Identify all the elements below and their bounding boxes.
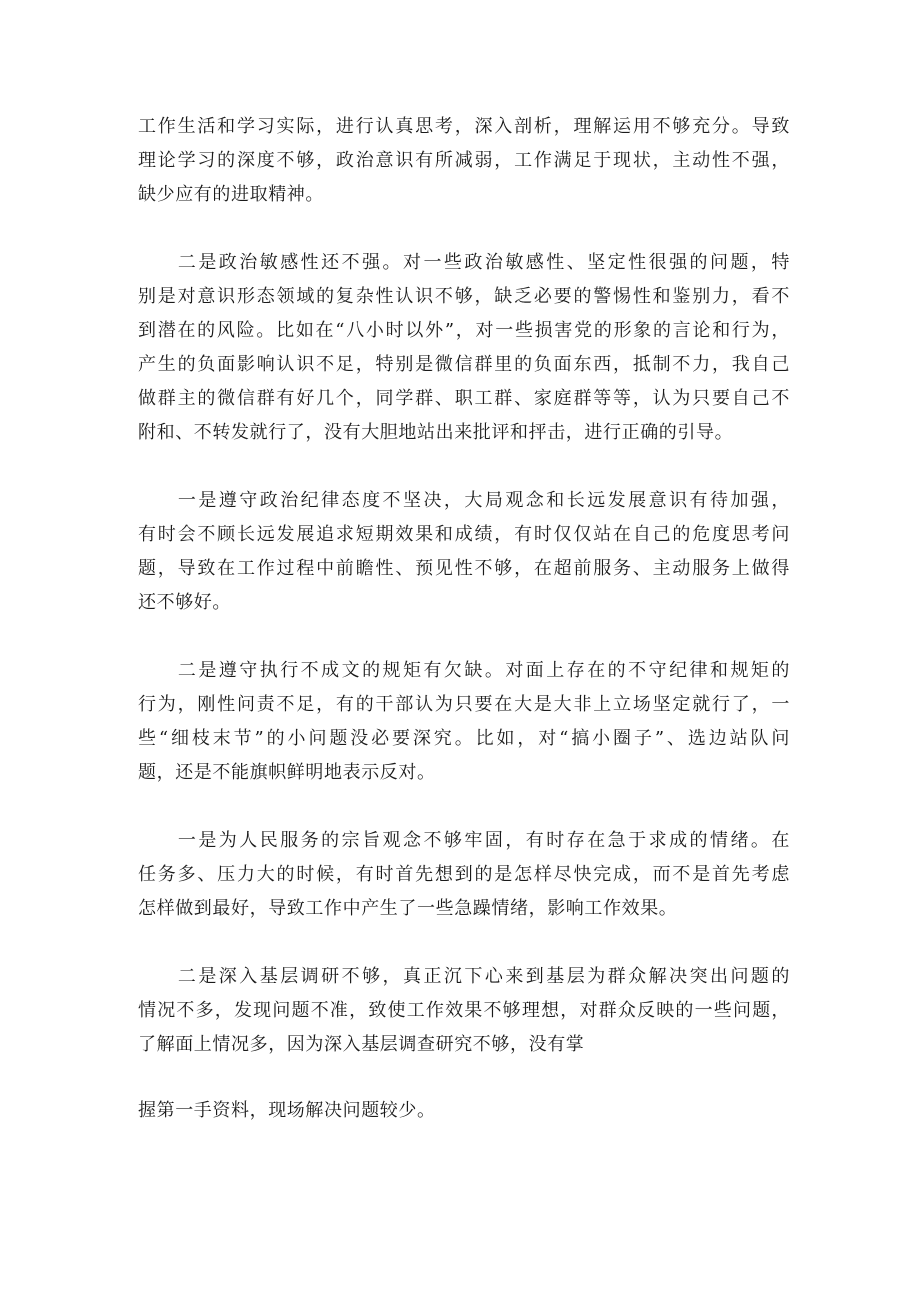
- text-line: 理论学习的深度不够，政治意识有所减弱，工作满足于现状，主动性不强，: [138, 150, 790, 171]
- paragraph-grassroots-research: [138, 960, 790, 1062]
- text-line: 握第一手资料，现场解决问题较少。: [138, 1100, 436, 1121]
- paragraph-serving-people: [138, 824, 790, 926]
- text-line: [138, 246, 790, 280]
- text-line: 缺少应有的进取精神。: [138, 184, 324, 205]
- text-line-content: 二是遵守执行不成文的规矩有欠缺。对面上存在的不守纪律和规矩的: [176, 660, 790, 681]
- paragraph-political-discipline: [138, 484, 790, 620]
- text-line: 别是对意识形态领域的复杂性认识不够，缺乏必要的警惕性和鉴别力，看不: [138, 286, 790, 307]
- text-line: 任务多、压力大的时候，有时首先想到的是怎样尽快完成，而不是首先考虑: [138, 864, 790, 885]
- paragraph-study-depth: [138, 110, 790, 212]
- text-line: [138, 824, 790, 858]
- text-line: [138, 654, 790, 688]
- text-line: 做群主的微信群有好几个，同学群、职工群、家庭群等等，认为只要自己不: [138, 388, 790, 409]
- paragraph-political-sensitivity: [138, 246, 790, 450]
- paragraph-unwritten-rules: [138, 654, 790, 790]
- text-line: 到潜在的风险。比如在“八小时以外”，对一些损害党的形象的言论和行为，: [138, 320, 790, 341]
- text-line: 工作生活和学习实际，进行认真思考，深入剖析，理解运用不够充分。导致: [138, 116, 790, 137]
- text-line: 了解面上情况多，因为深入基层调查研究不够，没有掌: [138, 1034, 585, 1055]
- text-line: 题，还是不能旗帜鲜明地表示反对。: [138, 762, 436, 783]
- text-line: 行为，刚性问责不足，有的干部认为只要在大是大非上立场坚定就行了，一: [138, 694, 790, 715]
- paragraph-continuation: [138, 1094, 790, 1128]
- text-line: [138, 484, 790, 518]
- text-line: 有时会不顾长远发展追求短期效果和成绩，有时仅仅站在自己的危度思考问: [138, 524, 790, 545]
- text-line: 产生的负面影响认识不足，特别是微信群里的负面东西，抵制不力，我自己: [138, 354, 790, 375]
- text-line: [138, 960, 790, 994]
- text-line: 怎样做到最好，导致工作中产生了一些急躁情绪，影响工作效果。: [138, 898, 678, 919]
- text-line: 题，导致在工作过程中前瞻性、预见性不够，在超前服务、主动服务上做得: [138, 558, 790, 579]
- text-line: 还不够好。: [138, 592, 231, 613]
- text-line: 情况不多，发现问题不准，致使工作效果不够理想，对群众反映的一些问题，: [138, 1000, 790, 1021]
- text-line: 附和、不转发就行了，没有大胆地站出来批评和抨击，进行正确的引导。: [138, 422, 734, 443]
- text-line: 些“细枝末节”的小问题没必要深究。比如，对“搞小圈子”、选边站队问: [138, 728, 790, 749]
- text-line-content: 一是遵守政治纪律态度不坚决，大局观念和长远发展意识有待加强，: [176, 490, 790, 511]
- text-line-content: 一是为人民服务的宗旨观念不够牢固，有时存在急于求成的情绪。在: [176, 830, 790, 851]
- text-line-content: 二是深入基层调研不够，真正沉下心来到基层为群众解决突出问题的: [176, 966, 790, 987]
- text-line-content: 二是政治敏感性还不强。对一些政治敏感性、坚定性很强的问题，特: [176, 252, 790, 273]
